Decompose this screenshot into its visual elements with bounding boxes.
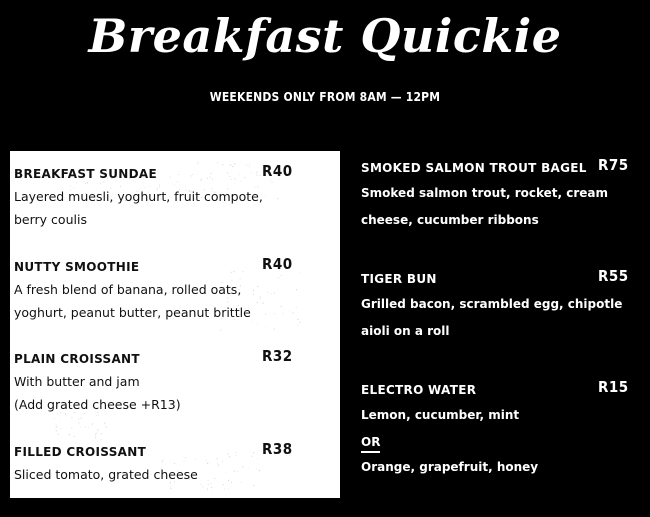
item-name: TIGER BUN xyxy=(361,272,437,286)
menu-item-breakfast-sundae xyxy=(14,162,314,231)
item-description xyxy=(14,185,314,231)
item-description xyxy=(361,291,641,345)
item-price: R75 xyxy=(598,156,629,174)
item-name: PLAIN CROISSANT xyxy=(14,352,140,366)
item-description xyxy=(361,402,641,429)
description-line: Layered muesli, yoghurt, fruit compote, xyxy=(14,189,263,204)
description-line: aioli on a roll xyxy=(361,324,450,338)
item-description xyxy=(361,180,641,234)
menu-item-smoked-salmon-trout-bagel xyxy=(361,156,641,234)
item-name: FILLED CROISSANT xyxy=(14,445,147,459)
description-line: A fresh blend of banana, rolled oats, xyxy=(14,282,242,297)
description-line: cheese, cucumber ribbons xyxy=(361,213,539,227)
menu-item-nutty-smoothie xyxy=(14,255,314,324)
description-line: Smoked salmon trout, rocket, cream xyxy=(361,186,609,200)
description-line: Lemon, cucumber, mint xyxy=(361,408,520,422)
item-name: NUTTY SMOOTHIE xyxy=(14,260,140,274)
description-line: Grilled bacon, scrambled egg, chipotle xyxy=(361,297,623,311)
item-price: R40 xyxy=(262,255,293,273)
item-price: R32 xyxy=(262,347,293,365)
menu-item-electro-water xyxy=(361,378,641,481)
description-line: Sliced tomato, grated cheese xyxy=(14,467,198,482)
item-price: R38 xyxy=(262,440,293,458)
item-price: R40 xyxy=(262,162,293,180)
description-line: berry coulis xyxy=(14,212,87,227)
item-description xyxy=(14,463,314,486)
or-divider-label: OR xyxy=(361,434,380,453)
description-line: With butter and jam xyxy=(14,374,140,389)
menu-title: Breakfast Quickie xyxy=(88,9,562,63)
item-price: R55 xyxy=(598,267,629,285)
description-line: yoghurt, peanut butter, peanut brittle xyxy=(14,305,251,320)
item-description xyxy=(14,370,314,416)
item-name: BREAKFAST SUNDAE xyxy=(14,167,157,181)
menu-item-filled-croissant xyxy=(14,440,314,486)
menu-subtitle: WEEKENDS ONLY FROM 8AM — 12PM xyxy=(209,90,441,104)
item-price: R15 xyxy=(598,378,629,396)
menu-item-tiger-bun xyxy=(361,267,641,345)
menu-item-plain-croissant xyxy=(14,347,314,416)
item-name: SMOKED SALMON TROUT BAGEL xyxy=(361,161,587,175)
alternative-description: Orange, grapefruit, honey xyxy=(361,460,539,474)
item-description xyxy=(14,278,314,324)
item-name: ELECTRO WATER xyxy=(361,383,477,397)
description-line: (Add grated cheese +R13) xyxy=(14,397,181,412)
